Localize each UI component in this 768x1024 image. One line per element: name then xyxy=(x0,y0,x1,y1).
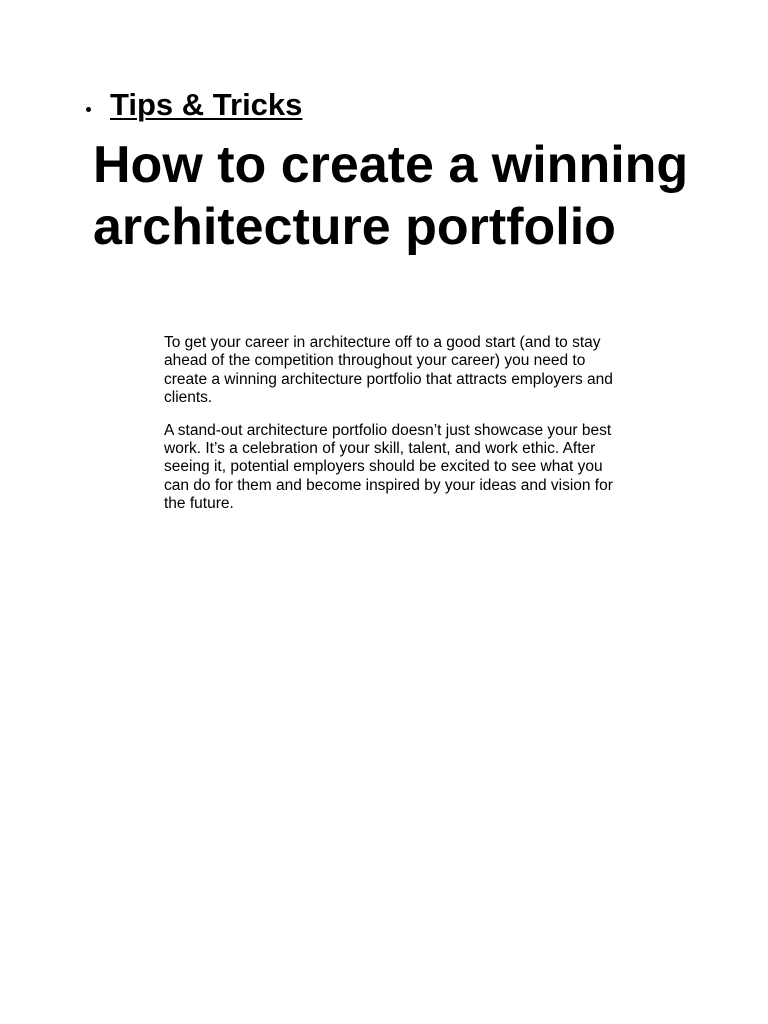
bullet-icon xyxy=(86,107,91,112)
article-title: How to create a winning architecture portfolio xyxy=(93,136,689,256)
article-paragraph-showcase: A stand-out architecture portfolio doesn’t just showcase your best work. It’s a celebration of your skill, talent, and work ethic. After seeing it, potential employers should be excited to see what you can do for them and become inspired by your ideas and vision for the future. xyxy=(164,421,613,513)
category-list-item xyxy=(86,84,302,126)
category-link-tips-and-tricks[interactable]: Tips & Tricks xyxy=(110,87,303,122)
article-body xyxy=(164,334,614,528)
article-paragraph-intro: To get your career in architecture off to a good start (and to stay ahead of the competition throughout your career) you need to create a winning architecture portfolio that attracts employers and clients. xyxy=(164,334,613,407)
category-list xyxy=(86,84,302,126)
